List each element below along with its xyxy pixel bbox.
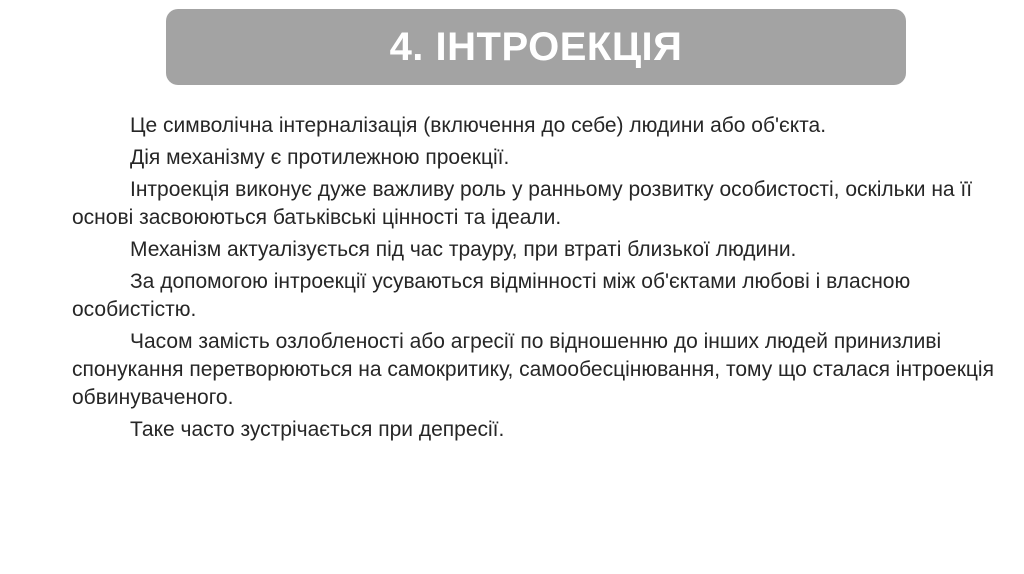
paragraph-mourning: Механізм актуалізується під час трауру, при втраті близької людини. [130,238,797,261]
title-bar [166,9,906,85]
slide-body [72,112,1012,448]
paragraph-opposite: Дія механізму є протилежною проекції. [130,146,510,169]
paragraph-depression: Таке часто зустрічається при депресії. [130,418,505,441]
slide-title: 4. ІНТРОЕКЦІЯ [389,24,683,69]
paragraph-self-criticism: Часом замість озлобленості або агресії по відношенню до інших людей принизливі спонукання перетворюються на самокритику, самообесцінювання, тому що сталася інтроекція обвинуваченого. [72,330,994,409]
paragraph-differences: За допомогою інтроекції усуваються відмінності між об'єктами любові і власною особистістю. [72,270,911,321]
paragraph-definition: Це символічна інтерналізація (включення до себе) людини або об'єкта. [130,114,827,137]
paragraph-development: Інтроекція виконує дуже важливу роль у ранньому розвитку особистості, оскільки на її основі засвоюються батьківські цінності та ідеали. [72,178,973,229]
